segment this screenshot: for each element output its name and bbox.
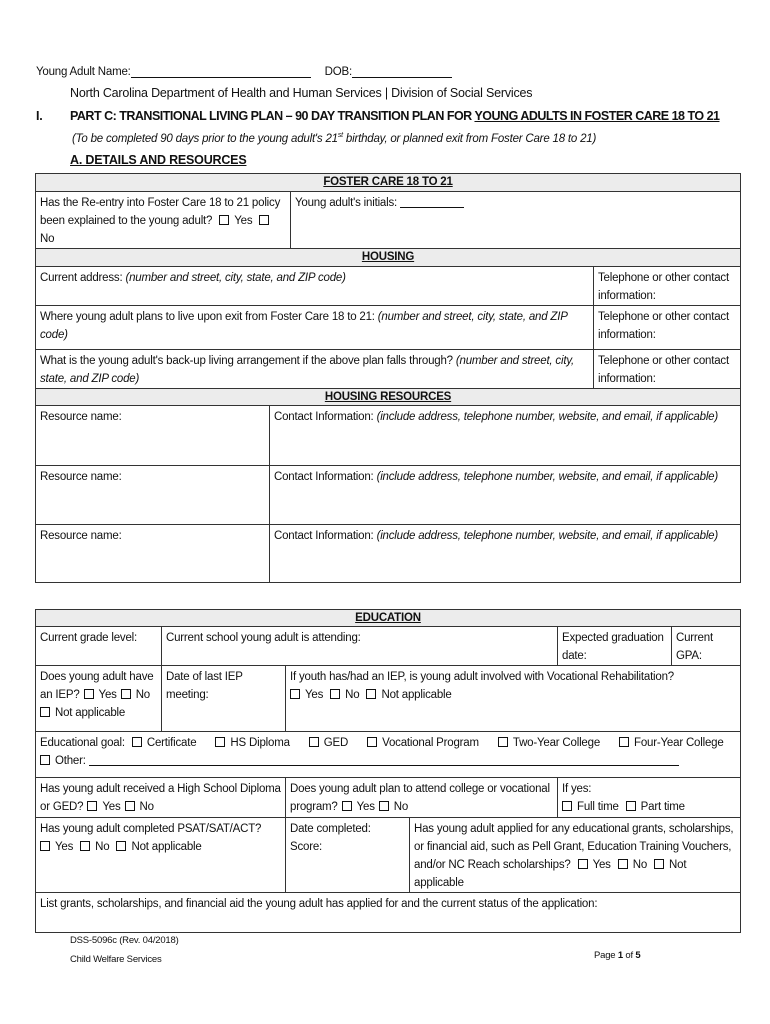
psat-yes-label: Yes xyxy=(55,841,74,853)
goal-certificate-label: Certificate xyxy=(146,737,197,749)
initials-label: Young adult's initials: xyxy=(295,197,398,209)
voc-no-label: No xyxy=(345,689,360,701)
grants-list-label: List grants, scholarships, and financial aid the young adult has applied for and the current status of the application: xyxy=(40,898,598,910)
college-plan-cell xyxy=(286,778,558,818)
gpa-cell[interactable] xyxy=(672,627,741,666)
iep-meeting-cell[interactable] xyxy=(162,666,286,732)
resource-contact-hint: (include address, telephone number, website, and email, if applicable) xyxy=(376,471,718,483)
date-completed-label: Date completed: xyxy=(290,823,371,835)
resource-contact-label: Contact Information: xyxy=(274,471,374,483)
form-number: DSS-5096c (Rev. 04/2018) xyxy=(70,935,179,946)
initials-field[interactable] xyxy=(400,207,464,208)
goal-four-year-checkbox[interactable] xyxy=(619,737,629,747)
dob-field[interactable] xyxy=(352,66,452,78)
completion-note-text: (To be completed 90 days prior to the young adult's 21 xyxy=(72,132,338,145)
resource-name-label: Resource name: xyxy=(40,530,122,542)
current-phone-label: Telephone or other contact information: xyxy=(598,272,729,302)
gpa-label: Current GPA: xyxy=(676,632,713,662)
graduation-date-label: Expected graduation date: xyxy=(562,632,664,662)
young-adult-name-field[interactable] xyxy=(131,66,311,78)
grants-na-checkbox[interactable] xyxy=(654,859,664,869)
resource-name-label: Resource name: xyxy=(40,471,122,483)
iep-meeting-label: Date of last IEP meeting: xyxy=(166,671,243,701)
plan-address-hint: (number and street, city, state, and ZIP code) xyxy=(40,311,568,341)
current-address-cell[interactable] xyxy=(36,267,594,306)
young-adult-name-label: Young Adult Name: xyxy=(36,66,131,78)
goal-ged-checkbox[interactable] xyxy=(309,737,319,747)
college-no-checkbox[interactable] xyxy=(379,801,389,811)
goal-vocational-checkbox[interactable] xyxy=(367,737,377,747)
backup-phone-label: Telephone or other contact information: xyxy=(598,355,729,385)
iep-no-checkbox[interactable] xyxy=(121,689,131,699)
completion-note-sup: st xyxy=(337,132,343,139)
goal-vocational-label: Vocational Program xyxy=(382,737,479,749)
housing-heading: HOUSING xyxy=(36,249,741,267)
part-title-underlined: YOUNG ADULTS IN FOSTER CARE 18 TO 21 xyxy=(474,109,720,123)
housing-resources-heading: HOUSING RESOURCES xyxy=(36,389,741,406)
educational-goal-label: Educational goal: xyxy=(40,737,125,749)
part-title xyxy=(70,109,719,123)
voc-rehab-question: If youth has/had an IEP, is young adult involved with Vocational Rehabilitation? xyxy=(290,671,675,683)
test-date-score-cell[interactable] xyxy=(286,818,410,893)
iep-yes-label: Yes xyxy=(98,689,117,701)
resource-contact-cell-2[interactable] xyxy=(270,466,741,525)
resource-contact-cell-3[interactable] xyxy=(270,525,741,583)
college-question: Does young adult plan to attend college or vocational program? xyxy=(290,783,550,813)
psat-na-label: Not applicable xyxy=(131,841,202,853)
grants-yes-checkbox[interactable] xyxy=(578,859,588,869)
voc-na-label: Not applicable xyxy=(381,689,452,701)
page-word: Page xyxy=(594,950,616,961)
college-yes-label: Yes xyxy=(356,801,375,813)
educational-goal-cell xyxy=(36,732,741,778)
reentry-yes-checkbox[interactable] xyxy=(219,215,229,225)
agency-name: North Carolina Department of Health and Human Services | Division of Social Services xyxy=(70,86,533,100)
current-address-label: Current address: xyxy=(40,272,123,284)
diploma-question: Has young adult received a High School Diploma or GED? xyxy=(40,783,281,813)
grants-no-checkbox[interactable] xyxy=(618,859,628,869)
voc-na-checkbox[interactable] xyxy=(366,689,376,699)
current-phone-cell[interactable] xyxy=(594,267,741,306)
grants-question: Has young adult applied for any educational grants, scholarships, or financial aid, such as Pell Grant, Education Training Vouchers, and/or NC Reach scholarships? xyxy=(414,823,734,871)
school-label: Current school young adult is attending: xyxy=(166,632,361,644)
resource-contact-cell-1[interactable] xyxy=(270,406,741,466)
voc-rehab-cell xyxy=(286,666,741,732)
education-heading: EDUCATION xyxy=(36,610,741,627)
resource-contact-hint: (include address, telephone number, website, and email, if applicable) xyxy=(376,530,718,542)
completion-note xyxy=(72,132,596,145)
iep-na-label: Not applicable xyxy=(55,707,126,719)
reentry-question-cell xyxy=(36,192,291,249)
psat-question: Has young adult completed PSAT/SAT/ACT? xyxy=(40,823,262,835)
graduation-date-cell[interactable] xyxy=(558,627,672,666)
resource-name-cell-1[interactable] xyxy=(36,406,270,466)
goal-certificate-checkbox[interactable] xyxy=(132,737,142,747)
psat-no-checkbox[interactable] xyxy=(80,841,90,851)
resource-name-label: Resource name: xyxy=(40,411,122,423)
voc-yes-label: Yes xyxy=(305,689,324,701)
diploma-yes-checkbox[interactable] xyxy=(87,801,97,811)
goal-two-year-label: Two-Year College xyxy=(512,737,601,749)
section-number: I. xyxy=(36,109,43,123)
iep-yes-checkbox[interactable] xyxy=(84,689,94,699)
full-time-checkbox[interactable] xyxy=(562,801,572,811)
part-title-plain: PART C: TRANSITIONAL LIVING PLAN – 90 DAY TRANSITION PLAN FOR xyxy=(70,109,475,123)
score-label: Score: xyxy=(290,841,323,853)
part-time-checkbox[interactable] xyxy=(626,801,636,811)
goal-other-checkbox[interactable] xyxy=(40,755,50,765)
reentry-no-checkbox[interactable] xyxy=(259,215,269,225)
goal-hs-diploma-label: HS Diploma xyxy=(230,737,290,749)
subsection-title xyxy=(70,153,246,167)
plan-phone-label: Telephone or other contact information: xyxy=(598,311,729,341)
grants-no-label: No xyxy=(632,859,648,871)
resource-name-cell-3[interactable] xyxy=(36,525,270,583)
subsection-title-text: A. DETAILS AND RESOURCES xyxy=(70,153,247,167)
dob-label: DOB: xyxy=(324,66,352,78)
iep-no-label: No xyxy=(135,689,151,701)
reentry-yes-label: Yes xyxy=(234,215,253,227)
page-current: 1 xyxy=(617,950,623,961)
education-table xyxy=(35,609,741,933)
resource-contact-hint: (include address, telephone number, website, and email, if applicable) xyxy=(376,411,718,423)
iep-na-checkbox[interactable] xyxy=(40,707,50,717)
page-total: 5 xyxy=(635,950,641,961)
diploma-no-label: No xyxy=(139,801,154,813)
psat-no-label: No xyxy=(95,841,110,853)
iep-question: Does young adult have an IEP? xyxy=(40,671,154,701)
grade-level-cell[interactable] xyxy=(36,627,162,666)
grants-list-cell[interactable] xyxy=(36,893,741,933)
school-cell[interactable] xyxy=(162,627,558,666)
reentry-no-label: No xyxy=(40,233,55,245)
grade-level-label: Current grade level: xyxy=(40,632,137,644)
completion-note-text-end: birthday, or planned exit from Foster Care 18 to 21) xyxy=(342,132,597,145)
name-dob-line xyxy=(36,66,452,78)
voc-no-checkbox[interactable] xyxy=(330,689,340,699)
diploma-no-checkbox[interactable] xyxy=(125,801,135,811)
full-time-label: Full time xyxy=(577,801,619,813)
psat-cell xyxy=(36,818,286,893)
goal-other-field[interactable] xyxy=(89,765,679,766)
goal-four-year-label: Four-Year College xyxy=(634,737,724,749)
current-address-hint: (number and street, city, state, and ZIP code) xyxy=(125,272,346,284)
goal-ged-label: GED xyxy=(323,737,349,749)
college-no-label: No xyxy=(393,801,409,813)
initials-cell[interactable] xyxy=(291,192,741,249)
diploma-yes-label: Yes xyxy=(102,801,121,813)
page-number xyxy=(594,950,640,961)
if-yes-label: If yes: xyxy=(562,783,592,795)
reentry-question: Has the Re-entry into Foster Care 18 to 21 policy been explained to the young adult? xyxy=(40,197,281,227)
voc-yes-checkbox[interactable] xyxy=(290,689,300,699)
foster-care-heading: FOSTER CARE 18 TO 21 xyxy=(36,174,741,192)
goal-hs-diploma-checkbox[interactable] xyxy=(215,737,225,747)
grants-cell xyxy=(410,818,741,893)
grants-na-label: Not applicable xyxy=(414,859,687,889)
goal-other-label: Other: xyxy=(55,755,86,767)
housing-resources-table xyxy=(35,388,741,583)
diploma-cell xyxy=(36,778,286,818)
grants-yes-label: Yes xyxy=(592,859,611,871)
iep-cell xyxy=(36,666,162,732)
plan-address-cell[interactable] xyxy=(36,306,594,350)
college-yes-checkbox[interactable] xyxy=(342,801,352,811)
resource-contact-label: Contact Information: xyxy=(274,530,374,542)
plan-phone-cell[interactable] xyxy=(594,306,741,350)
psat-yes-checkbox[interactable] xyxy=(40,841,50,851)
part-time-label: Part time xyxy=(640,801,685,813)
backup-address-hint: (number and street, city, state, and ZIP code) xyxy=(40,355,575,385)
psat-na-checkbox[interactable] xyxy=(116,841,126,851)
backup-address-label: What is the young adult's back-up living arrangement if the above plan falls through? xyxy=(40,355,453,367)
enrollment-cell xyxy=(558,778,741,818)
plan-address-label: Where young adult plans to live upon exit from Foster Care 18 to 21: xyxy=(40,311,375,323)
resource-name-cell-2[interactable] xyxy=(36,466,270,525)
details-resources-table xyxy=(35,173,741,396)
page-of: of xyxy=(625,950,633,961)
division-name: Child Welfare Services xyxy=(70,954,162,965)
goal-two-year-checkbox[interactable] xyxy=(498,737,508,747)
footer-left xyxy=(70,931,179,969)
resource-contact-label: Contact Information: xyxy=(274,411,374,423)
